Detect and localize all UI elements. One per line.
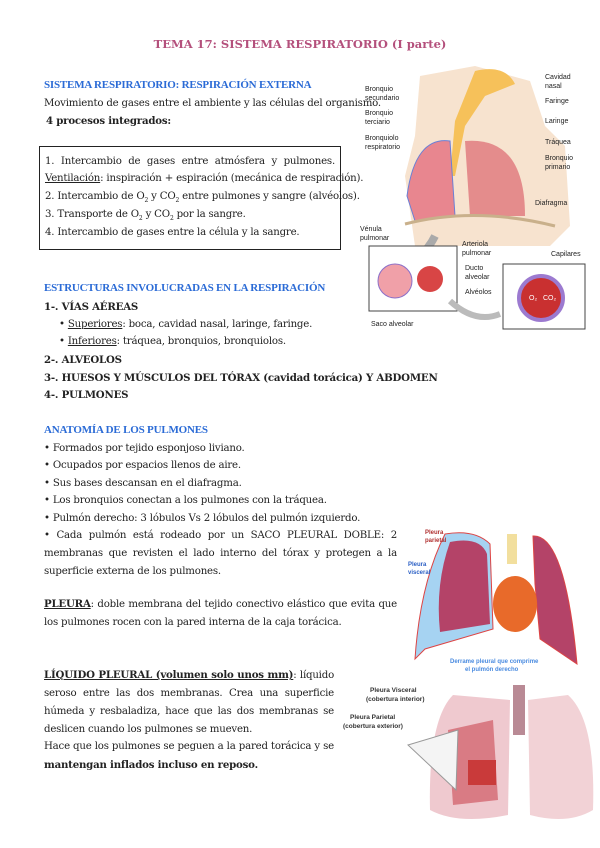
label: Laringe bbox=[545, 118, 569, 125]
item-inferiores bbox=[59, 333, 286, 351]
ventilacion-line bbox=[45, 170, 363, 188]
inferiores-term: Inferiores bbox=[67, 336, 117, 347]
label: Saco alveolar bbox=[371, 321, 414, 328]
label: Tráquea bbox=[545, 139, 571, 146]
label: respiratorio bbox=[365, 144, 401, 151]
liquido-p2: Hace que los pulmones se peguen a la pared torácica y se bbox=[44, 741, 334, 752]
intro-text: Movimiento de gases entre el ambiente y las células del organismo. bbox=[44, 98, 381, 109]
respiratory-system-figure bbox=[355, 66, 600, 332]
liquido-p2-bold: mantengan inflados incluso en reposo. bbox=[44, 759, 258, 771]
label: nasal bbox=[545, 83, 562, 90]
label: alveolar bbox=[465, 274, 490, 281]
liquido-definition bbox=[44, 666, 334, 739]
item-superiores bbox=[59, 316, 312, 334]
label: visceral bbox=[408, 570, 431, 576]
anatomia-bullet: • Formados por tejido esponjoso liviano. bbox=[44, 443, 245, 454]
ventilacion-term: Ventilación bbox=[45, 173, 101, 184]
anatomia-bullet: • Ocupados por espacios llenos de aire. bbox=[44, 460, 241, 471]
anatomia-bullet: • Pulmón derecho: 3 lóbulos Vs 2 lóbulos del pulmón izquierdo. bbox=[44, 513, 361, 524]
sub: 2 bbox=[175, 197, 180, 205]
label: (cobertura exterior) bbox=[343, 723, 403, 730]
label: primario bbox=[545, 164, 571, 171]
label: pulmonar bbox=[360, 235, 390, 242]
liquido-paragraph-2 bbox=[44, 738, 334, 775]
liquido-term: LÍQUIDO PLEURAL (volumen solo unos mm) bbox=[44, 669, 294, 681]
superiores-text: : boca, cavidad nasal, laringe, faringe. bbox=[122, 319, 313, 330]
label: Bronquiolo bbox=[365, 135, 399, 142]
label: Bronquio bbox=[365, 110, 394, 117]
sub: 2 bbox=[169, 215, 174, 223]
label: Bronquio bbox=[545, 155, 574, 162]
p2a: 2. Intercambio de O bbox=[45, 191, 145, 202]
liquido-text: : líquido seroso entre las dos membranas. Crea una superficie húmeda y resbaladiza, hace que las dos membranas se deslicen cuando los pulmones se mueven. bbox=[44, 670, 334, 735]
label: Capilares bbox=[551, 251, 581, 258]
label: pulmonar bbox=[462, 250, 492, 257]
label: Arteriola bbox=[462, 241, 489, 248]
section-heading-respiracion-externa: SISTEMA RESPIRATORIO: RESPIRACIÓN EXTERNA bbox=[44, 79, 312, 91]
label: Pleura bbox=[408, 562, 427, 568]
inferiores-text: : tráquea, bronquios, bronquiolos. bbox=[116, 336, 286, 347]
pleural-effusion-figure bbox=[405, 524, 585, 679]
item-vias-aereas: 1-. VÍAS AÉREAS bbox=[44, 301, 139, 313]
label: Diafragma bbox=[535, 200, 568, 207]
anatomia-bullet: • Los bronquios conectan a los pulmones con la tráquea. bbox=[44, 495, 327, 506]
p2c: entre pulmones y sangre (alvéolos). bbox=[179, 191, 360, 202]
bullet: • bbox=[59, 319, 65, 330]
p3b: y CO bbox=[142, 209, 170, 220]
label: Bronquio bbox=[365, 86, 394, 93]
section-heading-anatomia: ANATOMÍA DE LOS PULMONES bbox=[44, 424, 208, 436]
pleura-definition bbox=[44, 595, 397, 632]
label: secundario bbox=[365, 95, 400, 102]
label: Ducto bbox=[465, 265, 484, 272]
label: Pleura Visceral bbox=[370, 687, 417, 694]
label: Alvéolos bbox=[465, 289, 492, 296]
label: Vénula bbox=[360, 226, 382, 233]
superiores-term: Superiores bbox=[67, 319, 123, 330]
label: O₂ bbox=[529, 295, 538, 302]
label: Derrame pleural que comprime bbox=[450, 659, 539, 665]
p3a: 3. Transporte de O bbox=[45, 209, 139, 220]
sub: 2 bbox=[138, 215, 143, 223]
pleura-text: : doble membrana del tejido conectivo elástico que evita que los pulmones rocen con la pared interna de la caja torácica. bbox=[44, 599, 397, 628]
page-title: TEMA 17: SISTEMA RESPIRATORIO (I parte) bbox=[153, 37, 447, 51]
proceso-4: 4. Intercambio de gases entre la célula y la sangre. bbox=[45, 227, 300, 238]
label: Pleura Parietal bbox=[350, 714, 396, 721]
item-pulmones: 4-. PULMONES bbox=[44, 389, 129, 401]
anatomia-bullet: • Sus bases descansan en el diafragma. bbox=[44, 478, 242, 489]
pleura-layers-figure bbox=[338, 680, 600, 830]
figure-3-labels bbox=[343, 687, 425, 730]
bullet: • bbox=[59, 336, 65, 347]
item-alveolos: 2-. ALVEOLOS bbox=[44, 354, 122, 366]
item-huesos: 3-. HUESOS Y MÚSCULOS DEL TÓRAX (cavidad torácica) Y ABDOMEN bbox=[44, 372, 438, 384]
label: Faringe bbox=[545, 98, 569, 105]
p3c: por la sangre. bbox=[173, 209, 246, 220]
procesos-label: 4 procesos integrados: bbox=[46, 115, 171, 127]
label: Cavidad bbox=[545, 74, 571, 81]
saco-pleural-text: • Cada pulmón está rodeado por un SACO PLEURAL DOBLE: 2 membranas que revisten el lado interno del tórax y protegen a la superficie externa de los pulmones. bbox=[44, 530, 397, 577]
label: parietal bbox=[425, 538, 447, 544]
label: (cobertura interior) bbox=[366, 696, 425, 703]
p2b: y CO bbox=[148, 191, 176, 202]
section-heading-estructuras: ESTRUCTURAS INVOLUCRADAS EN LA RESPIRACIÓN bbox=[44, 282, 326, 294]
ventilacion-text: : inspiración + espiración (mecánica de respiración). bbox=[100, 173, 364, 184]
pleura-term: PLEURA bbox=[44, 598, 91, 610]
sub: 2 bbox=[144, 197, 149, 205]
proceso-1: 1. Intercambio de gases entre atmósfera y pulmones. bbox=[45, 156, 335, 167]
label: CO₂ bbox=[543, 295, 557, 302]
label: el pulmón derecho bbox=[465, 667, 519, 673]
label: Pleura bbox=[425, 530, 444, 536]
label: terciario bbox=[365, 119, 390, 126]
